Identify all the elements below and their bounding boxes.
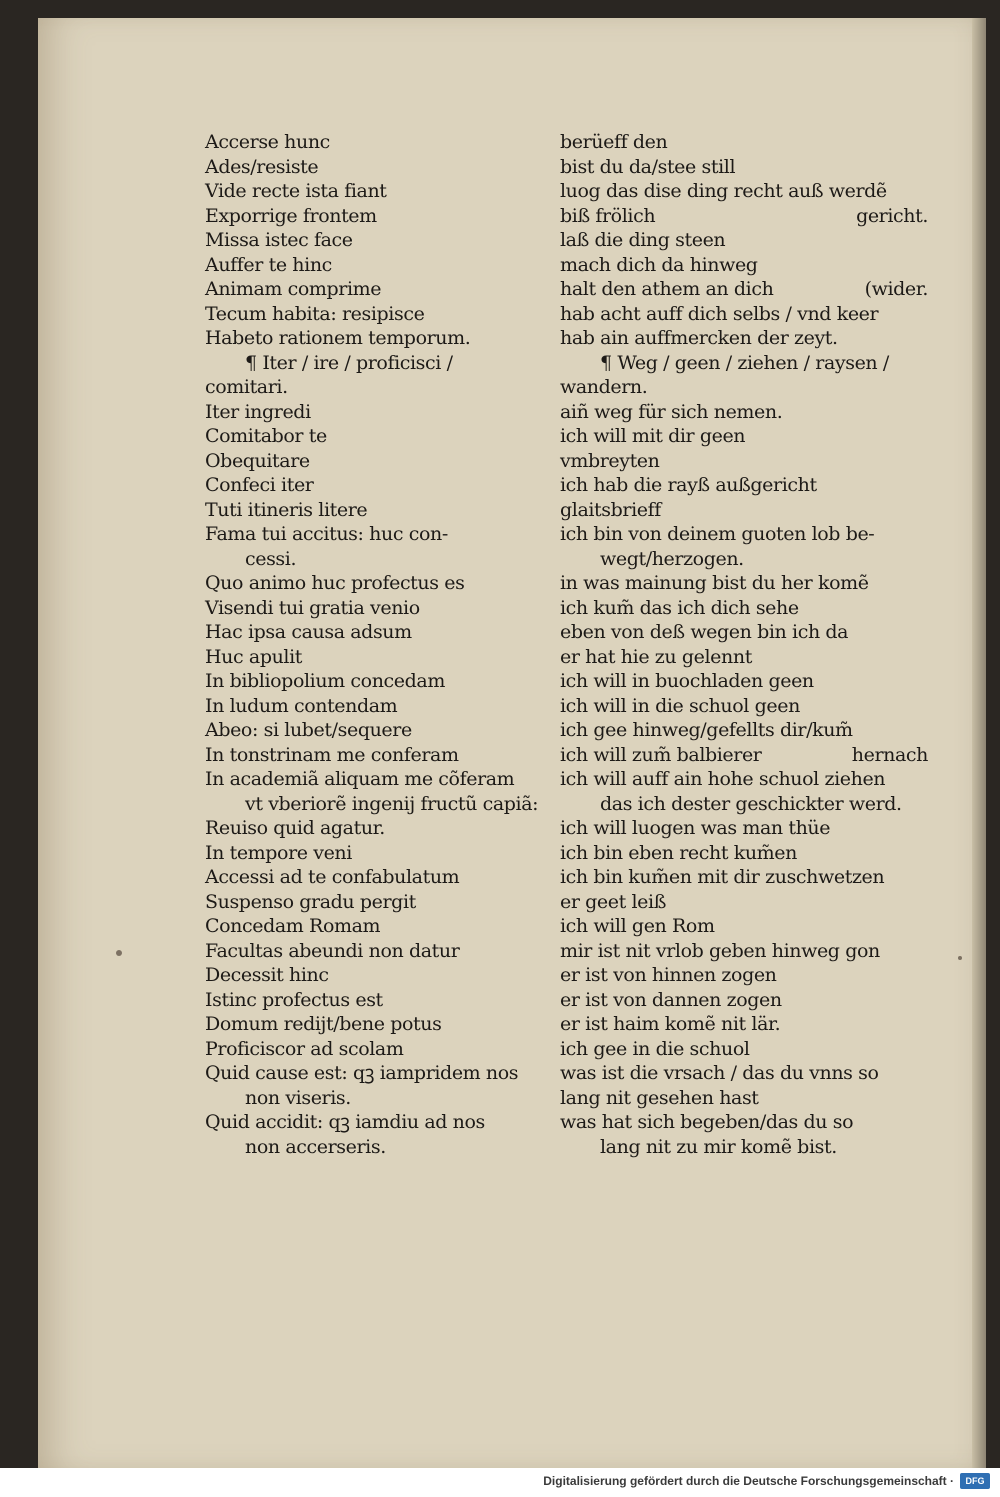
german-line [560, 865, 960, 890]
latin-line-text: In tonstrinam me conferam [205, 743, 459, 766]
german-line-text: lang nit zu mir komẽ bist. [600, 1135, 837, 1158]
german-line-text: eben von deß wegen bin ich da [560, 621, 849, 643]
german-line [560, 1012, 960, 1037]
latin-line [205, 571, 565, 596]
german-line-text: vmbreyten [560, 449, 660, 472]
german-line-text: ich gee hinweg/gefellts dir/kum̃ [560, 719, 853, 741]
german-line-text: ich will luogen was man thüe [560, 817, 831, 839]
latin-line-text: Proficiscor ad scolam [205, 1037, 404, 1060]
latin-line [205, 130, 565, 155]
latin-line [205, 522, 565, 547]
german-line-text: berüeff den [560, 131, 668, 153]
carryover-word: (wider. [864, 278, 928, 300]
latin-line [205, 351, 565, 376]
latin-line-text: Obequitare [205, 449, 310, 472]
latin-line [205, 988, 565, 1013]
german-line-text: mir ist nit vrlob geben hinweg gon [560, 939, 880, 962]
footer-bar [0, 1468, 1000, 1497]
latin-line [205, 400, 565, 425]
latin-line [205, 767, 565, 792]
german-line [560, 890, 960, 915]
latin-line-text: Vide recte ista fiant [205, 180, 387, 202]
latin-line [205, 939, 565, 964]
latin-line [205, 890, 565, 915]
latin-line-text: Domum redijt/bene potus [205, 1013, 442, 1035]
german-line [560, 179, 960, 204]
german-line-text: ich will in die schuol geen [560, 694, 800, 717]
latin-line [205, 1086, 565, 1111]
latin-line-text: Animam comprime [205, 278, 382, 300]
latin-line [205, 1012, 565, 1037]
latin-line [205, 669, 565, 694]
dfg-logo-icon: DFG [960, 1473, 990, 1489]
german-line [560, 767, 960, 792]
latin-line [205, 1135, 565, 1160]
german-line-text: ich will gen Rom [560, 915, 715, 937]
german-line-text: ich gee in die schuol [560, 1037, 750, 1060]
german-line-text: er ist von hinnen zogen [560, 964, 777, 986]
german-line-text: ich will mit dir geen [560, 425, 746, 447]
latin-line [205, 1061, 565, 1086]
german-line [560, 596, 960, 621]
german-line [560, 743, 960, 768]
latin-line-text: Quid cause est: qꝫ iampridem nos [205, 1062, 519, 1084]
german-line-text: was ist die vrsach / das du vnns so [560, 1062, 879, 1084]
german-line [560, 424, 960, 449]
german-line-text: ich will zum̃ balbierer [560, 743, 762, 766]
latin-line [205, 302, 565, 327]
german-line-text: ich kum̃ das ich dich sehe [560, 596, 799, 619]
german-line-text: ich will auff ain hohe schuol ziehen [560, 768, 886, 790]
latin-line [205, 326, 565, 351]
german-line [560, 816, 960, 841]
latin-line-text: Abeo: si lubet/sequere [205, 719, 412, 741]
german-line-text: halt den athem an dich [560, 278, 774, 300]
carryover-word: gericht. [856, 204, 928, 227]
german-line [560, 253, 960, 278]
german-line-text: hab acht auff dich selbs / vnd keer [560, 302, 879, 325]
german-line [560, 228, 960, 253]
german-line-text: wandern. [560, 376, 648, 398]
latin-line [205, 865, 565, 890]
latin-line-text: In ludum contendam [205, 694, 398, 717]
latin-line [205, 743, 565, 768]
latin-line-text: non viseris. [245, 1086, 351, 1109]
latin-line-text: comitari. [205, 376, 288, 398]
latin-line-text: Accerse hunc [205, 131, 330, 153]
latin-line [205, 473, 565, 498]
latin-line [205, 1110, 565, 1135]
latin-line-text: cessi. [245, 547, 297, 570]
latin-line-text: Comitabor te [205, 425, 327, 447]
german-line-text: ich bin kum̃en mit dir zuschwetzen [560, 866, 885, 888]
german-line [560, 1037, 960, 1062]
german-line [560, 841, 960, 866]
german-line-text: er geet leiß [560, 890, 666, 913]
latin-line-text: Hac ipsa causa adsum [205, 621, 412, 643]
latin-line-text: Istinc profectus est [205, 988, 383, 1011]
german-line [560, 792, 960, 817]
latin-line-text: Iter ingredi [205, 400, 311, 423]
funding-credit: Digitalisierung gefördert durch die Deutsche Forschungsgemeinschaft · [543, 1474, 954, 1488]
german-line-text: bist du da/stee still [560, 155, 736, 178]
latin-line-text: Facultas abeundi non datur [205, 939, 460, 962]
german-line-text: ich bin von deinem guoten lob be- [560, 523, 875, 545]
latin-line-text: Ades/resiste [205, 155, 319, 178]
latin-line-text: In academiã aliquam me cõferam [205, 768, 515, 790]
latin-line [205, 645, 565, 670]
latin-line [205, 596, 565, 621]
latin-line-text: Exporrige frontem [205, 204, 377, 227]
german-line [560, 498, 960, 523]
latin-line [205, 914, 565, 939]
latin-line-text: Tecum habita: resipisce [205, 302, 425, 325]
german-line [560, 449, 960, 474]
german-line [560, 326, 960, 351]
latin-line-text: Huc apulit [205, 645, 303, 668]
german-line-text: mach dich da hinweg [560, 253, 758, 276]
latin-line-text: Missa istec face [205, 229, 353, 251]
latin-line [205, 179, 565, 204]
german-line-text: das ich dester geschickter werd. [600, 792, 902, 815]
latin-line [205, 963, 565, 988]
german-line [560, 375, 960, 400]
latin-line [205, 498, 565, 523]
latin-line-text: Tuti itineris litere [205, 498, 368, 521]
german-line-text: hab ain auffmercken der zeyt. [560, 327, 838, 349]
german-line-text: was hat sich begeben/das du so [560, 1111, 854, 1133]
german-line [560, 939, 960, 964]
german-line [560, 571, 960, 596]
latin-line [205, 841, 565, 866]
page-gutter [972, 18, 986, 1468]
german-line [560, 473, 960, 498]
german-line [560, 914, 960, 939]
german-line [560, 351, 960, 376]
german-line-text: aiñ weg für sich nemen. [560, 400, 783, 423]
german-line-text: luog das dise ding recht auß werdẽ [560, 180, 887, 202]
german-line [560, 669, 960, 694]
german-line-text: laß die ding steen [560, 229, 726, 251]
latin-line [205, 155, 565, 180]
german-line [560, 645, 960, 670]
german-column [560, 130, 960, 1159]
latin-line [205, 228, 565, 253]
german-line [560, 302, 960, 327]
german-line-text: er ist haim komẽ nit lär. [560, 1013, 781, 1035]
german-line-text: in was mainung bist du her komẽ [560, 572, 869, 594]
german-line [560, 547, 960, 572]
german-line-text: lang nit gesehen hast [560, 1086, 759, 1109]
latin-line-text: vt vberiorẽ ingenij fructũ capiã: [245, 792, 539, 815]
latin-line-text: Confeci iter [205, 474, 314, 496]
latin-line-text: Quid accidit: qꝫ iamdiu ad nos [205, 1111, 485, 1133]
german-line [560, 204, 960, 229]
german-line-text: ich will in buochladen geen [560, 670, 814, 692]
latin-line-text: non accerseris. [245, 1135, 386, 1158]
german-line [560, 130, 960, 155]
latin-line [205, 816, 565, 841]
german-line [560, 963, 960, 988]
latin-line-text: Accessi ad te confabulatum [205, 866, 460, 888]
latin-line-text: Auffer te hinc [205, 253, 332, 276]
german-line-text: er hat hie zu gelennt [560, 645, 752, 668]
carryover-word: hernach [851, 743, 928, 766]
latin-line [205, 449, 565, 474]
latin-line [205, 718, 565, 743]
latin-line-text: Suspenso gradu pergit [205, 890, 416, 913]
latin-line [205, 424, 565, 449]
latin-line [205, 547, 565, 572]
german-line-text: er ist von dannen zogen [560, 988, 782, 1011]
latin-line-text: Decessit hinc [205, 964, 329, 986]
latin-line-text: Fama tui accitus: huc con- [205, 523, 448, 545]
german-line [560, 718, 960, 743]
latin-line-text: In tempore veni [205, 841, 352, 864]
german-line-text: ¶ Weg / geen / ziehen / raysen / [600, 351, 889, 374]
german-line [560, 988, 960, 1013]
german-line-text: ich bin eben recht kum̃en [560, 841, 797, 864]
german-line [560, 1086, 960, 1111]
german-line-text: biß frölich [560, 204, 656, 227]
german-line [560, 620, 960, 645]
latin-line-text: Habeto rationem temporum. [205, 327, 471, 349]
german-line [560, 1135, 960, 1160]
latin-line-text: ¶ Iter / ire / proficisci / [245, 351, 453, 374]
latin-line [205, 375, 565, 400]
german-line [560, 694, 960, 719]
latin-line-text: In bibliopolium concedam [205, 670, 445, 692]
latin-line [205, 204, 565, 229]
german-line [560, 277, 960, 302]
german-line-text: ich hab die rayß außgericht [560, 474, 817, 496]
latin-line-text: Reuiso quid agatur. [205, 817, 385, 839]
german-line [560, 1061, 960, 1086]
german-line [560, 1110, 960, 1135]
german-line [560, 155, 960, 180]
german-line [560, 400, 960, 425]
latin-line-text: Visendi tui gratia venio [205, 596, 420, 619]
latin-line [205, 792, 565, 817]
latin-line-text: Quo animo huc profectus es [205, 572, 465, 594]
latin-column [205, 130, 565, 1159]
german-line-text: glaitsbrieff [560, 498, 661, 521]
latin-line [205, 1037, 565, 1062]
latin-line [205, 694, 565, 719]
german-line-text: wegt/herzogen. [600, 547, 744, 570]
latin-line [205, 277, 565, 302]
latin-line [205, 620, 565, 645]
latin-line-text: Concedam Romam [205, 915, 381, 937]
german-line [560, 522, 960, 547]
ink-blot [116, 950, 122, 956]
latin-line [205, 253, 565, 278]
